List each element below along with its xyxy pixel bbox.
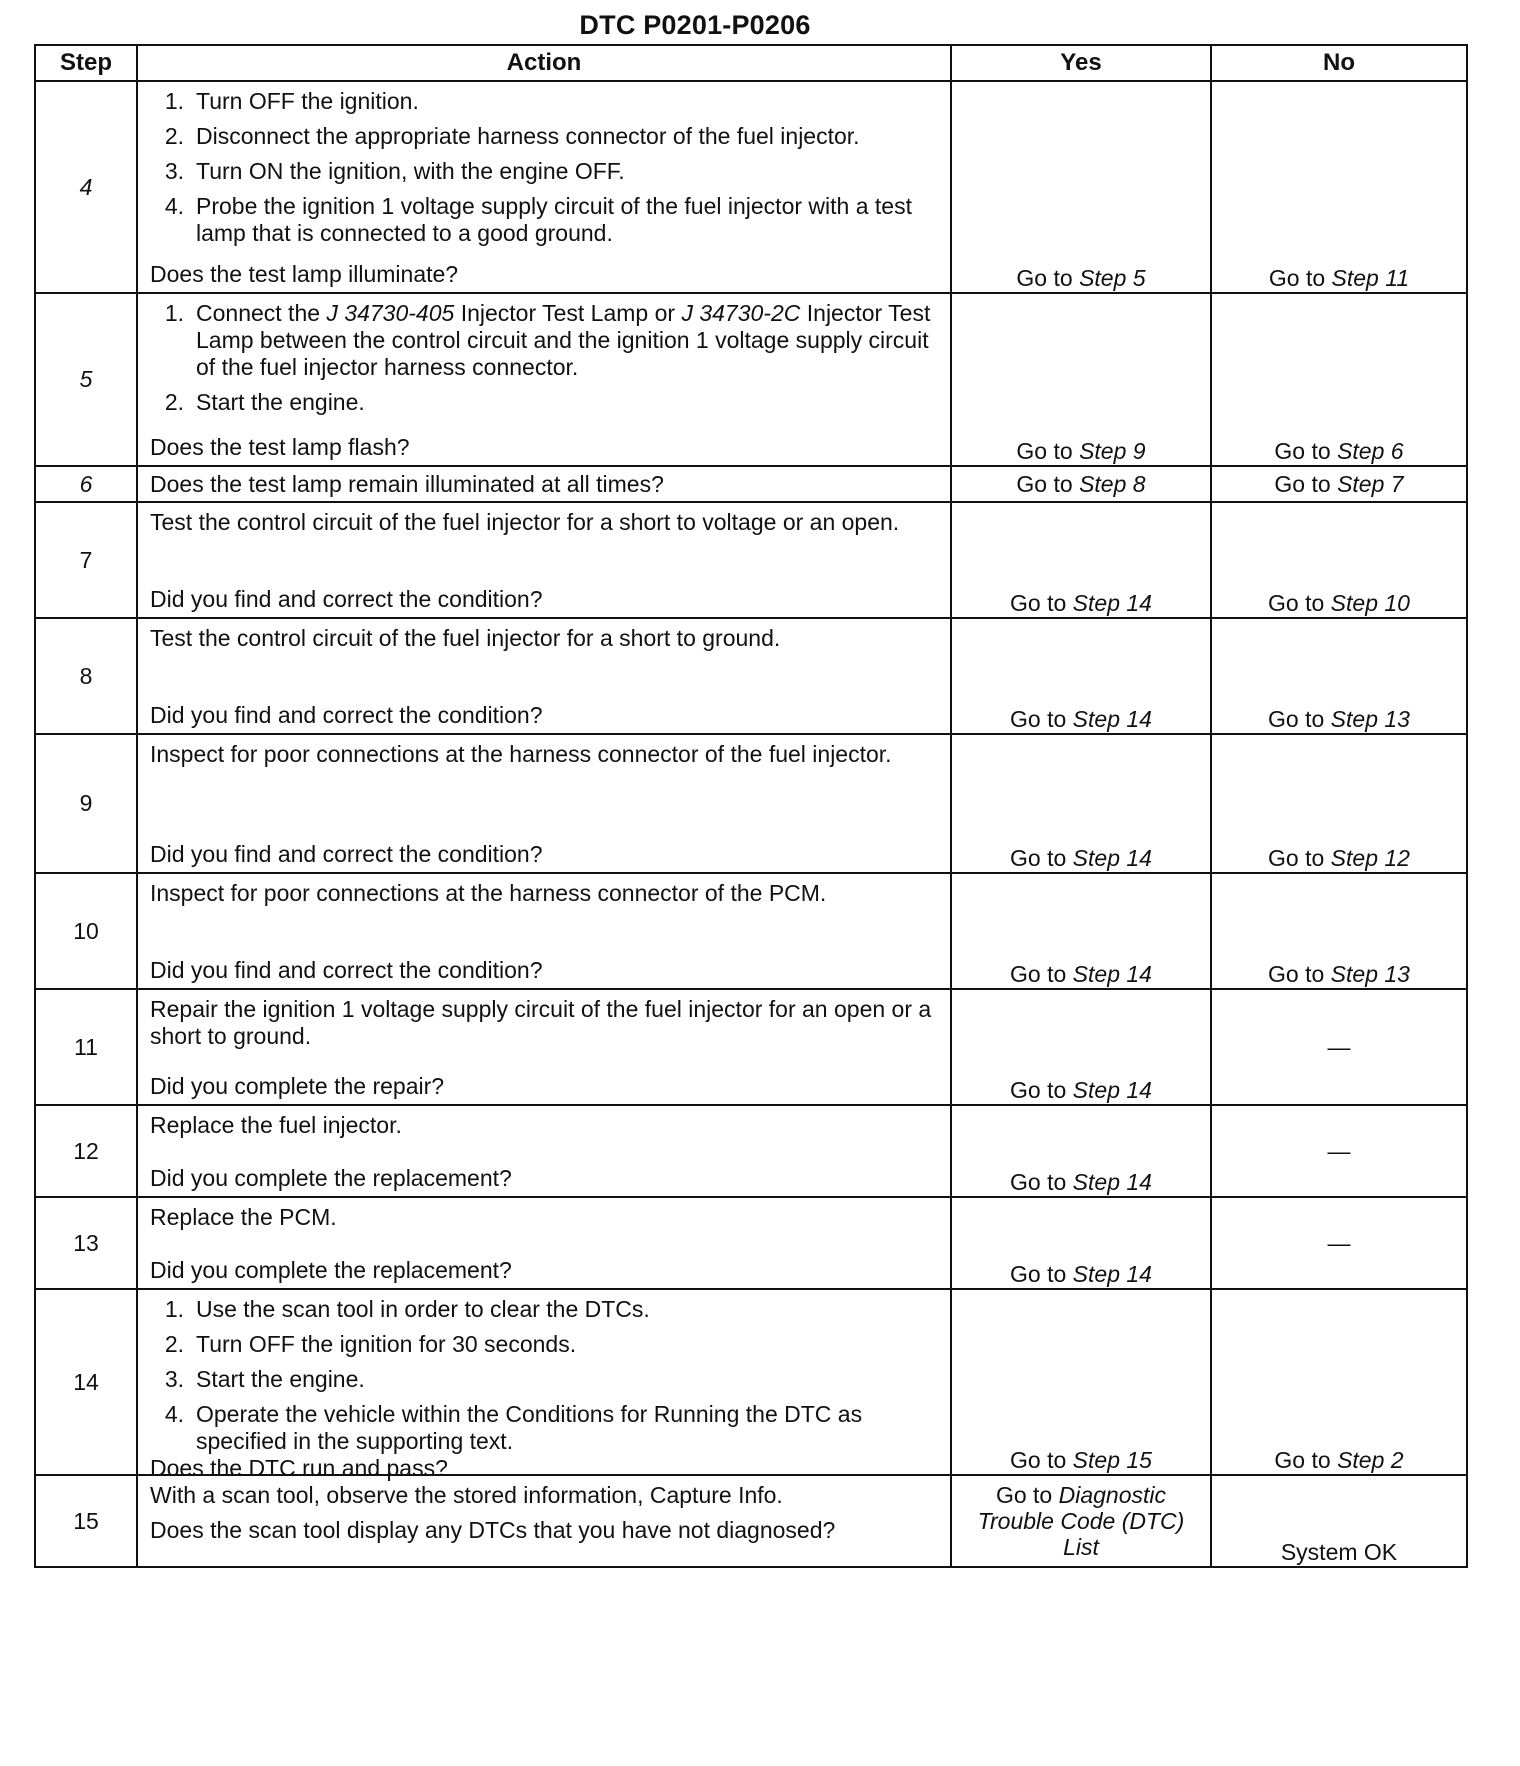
description: Test the control circuit of the fuel injector for a short to ground. xyxy=(150,625,781,651)
yes-cell xyxy=(951,1289,1211,1475)
yes-target: Step 14 xyxy=(1072,706,1152,732)
yes-target: Step 8 xyxy=(1079,470,1146,497)
no-cell: — xyxy=(1211,1197,1467,1289)
no-cell: — xyxy=(1211,1105,1467,1197)
list-item: 3. Start the engine. xyxy=(164,1366,365,1392)
no-cell xyxy=(1211,293,1467,466)
yes-cell xyxy=(951,1475,1211,1567)
yes-target: Step 5 xyxy=(1079,265,1146,291)
yes-target: Step 14 xyxy=(1072,1169,1152,1195)
action-cell xyxy=(137,873,951,989)
table-row xyxy=(35,81,1467,293)
list-item: 2. Turn OFF the ignition for 30 seconds. xyxy=(164,1331,577,1357)
go-to-label: Go to xyxy=(1268,845,1325,871)
go-to-label: Go to xyxy=(1268,590,1325,616)
yes-target: Step 14 xyxy=(1072,590,1152,616)
header-action: Action xyxy=(137,45,951,81)
list-item: 4. Probe the ignition 1 voltage supply circuit of the fuel injector with a test lamp that is connected to a good ground. xyxy=(164,193,912,246)
description: With a scan tool, observe the stored information, Capture Info. xyxy=(150,1482,783,1508)
go-to-label: Go to xyxy=(1016,470,1073,497)
go-to-label: Go to xyxy=(1268,961,1325,987)
list-item: 2. Start the engine. xyxy=(164,389,365,415)
step-number: 6 xyxy=(35,466,137,502)
yes-cell xyxy=(951,81,1211,293)
step-number: 15 xyxy=(35,1475,137,1567)
go-to-label: Go to xyxy=(1274,438,1331,464)
description: Repair the ignition 1 voltage supply circuit of the fuel injector for an open or a short to ground. xyxy=(150,996,932,1049)
no-cell xyxy=(1211,618,1467,734)
question: Did you find and correct the condition? xyxy=(150,957,543,983)
table-row xyxy=(35,293,1467,466)
yes-target: Step 14 xyxy=(1072,961,1152,987)
instruction-list xyxy=(150,1296,936,1455)
step-number: 7 xyxy=(35,502,137,618)
list-item: 1. Turn OFF the ignition. xyxy=(164,88,419,114)
table-row xyxy=(35,618,1467,734)
description: Inspect for poor connections at the harness connector of the PCM. xyxy=(150,880,827,906)
go-to-label: Go to xyxy=(1010,1169,1067,1195)
go-to-label: Go to xyxy=(1274,470,1331,497)
table-row xyxy=(35,1105,1467,1197)
table-row xyxy=(35,502,1467,618)
step-number: 12 xyxy=(35,1105,137,1197)
action-cell xyxy=(137,1289,951,1481)
table-row xyxy=(35,873,1467,989)
no-target: Step 2 xyxy=(1337,1447,1404,1473)
action-cell xyxy=(137,466,951,502)
table-row xyxy=(35,1197,1467,1289)
yes-target: Step 9 xyxy=(1079,438,1146,464)
no-cell xyxy=(1211,873,1467,989)
go-to-label: Go to xyxy=(1010,1077,1067,1103)
question: Does the test lamp illuminate? xyxy=(150,261,459,287)
action-cell xyxy=(137,1475,951,1567)
yes-cell xyxy=(951,502,1211,618)
header-yes: Yes xyxy=(951,45,1211,81)
question: Did you find and correct the condition? xyxy=(150,841,543,867)
yes-cell xyxy=(951,1197,1211,1289)
step-number: 10 xyxy=(35,873,137,989)
no-cell xyxy=(1211,466,1467,502)
action-cell xyxy=(137,1105,951,1197)
go-to-label: Go to xyxy=(1274,1447,1331,1473)
no-cell: System OK xyxy=(1211,1475,1467,1567)
step-number: 9 xyxy=(35,734,137,873)
go-to-label: Go to xyxy=(1010,1261,1067,1287)
question: Did you complete the replacement? xyxy=(150,1257,512,1283)
list-item: 1. Use the scan tool in order to clear the DTCs. xyxy=(164,1296,650,1322)
step-number: 14 xyxy=(35,1289,137,1475)
no-target: Step 13 xyxy=(1330,706,1410,732)
table-header-row xyxy=(35,45,1467,81)
table-row xyxy=(35,1475,1467,1567)
go-to-label: Go to xyxy=(1010,590,1067,616)
yes-target: List xyxy=(1063,1534,1099,1560)
no-cell xyxy=(1211,502,1467,618)
yes-cell xyxy=(951,293,1211,466)
instruction-list xyxy=(150,88,936,247)
list-item: 1. Connect the J 34730-405 Injector Test Lamp or J 34730-2C Injector Test Lamp between the control circuit and the ignition 1 voltage supply circuit of the fuel injector harness connector. xyxy=(164,300,931,380)
action-cell xyxy=(137,293,951,466)
yes-cell xyxy=(951,734,1211,873)
table-row xyxy=(35,1289,1467,1475)
dtc-table xyxy=(34,44,1468,1568)
description: Replace the fuel injector. xyxy=(150,1112,402,1138)
yes-target: Step 15 xyxy=(1072,1447,1152,1473)
no-target: Step 6 xyxy=(1337,438,1404,464)
go-to-label: Go to xyxy=(1010,961,1067,987)
no-target: Step 12 xyxy=(1330,845,1410,871)
action-cell xyxy=(137,81,951,293)
no-target: Step 7 xyxy=(1337,470,1404,497)
yes-cell xyxy=(951,466,1211,502)
no-cell xyxy=(1211,1289,1467,1475)
go-to-label: Go to xyxy=(1016,438,1073,464)
question: Did you find and correct the condition? xyxy=(150,702,543,728)
yes-cell xyxy=(951,618,1211,734)
yes-cell xyxy=(951,1105,1211,1197)
step-number: 4 xyxy=(35,81,137,293)
step-number: 13 xyxy=(35,1197,137,1289)
question: Does the scan tool display any DTCs that you have not diagnosed? xyxy=(150,1517,836,1543)
yes-cell xyxy=(951,989,1211,1105)
action-cell xyxy=(137,618,951,734)
table-row xyxy=(35,989,1467,1105)
question: Did you complete the replacement? xyxy=(150,1165,512,1191)
action-cell xyxy=(137,989,951,1105)
go-to-label: Go to xyxy=(995,1482,1053,1508)
question: Does the DTC run and pass? xyxy=(150,1455,448,1481)
tool-name: J 34730-2C xyxy=(681,300,801,326)
header-no: No xyxy=(1211,45,1467,81)
no-target: Step 10 xyxy=(1330,590,1410,616)
no-cell xyxy=(1211,81,1467,293)
yes-target: Step 14 xyxy=(1072,1261,1152,1287)
go-to-label: Go to xyxy=(1268,265,1326,291)
go-to-label: Go to xyxy=(1010,1447,1067,1473)
list-item: 2. Disconnect the appropriate harness connector of the fuel injector. xyxy=(164,123,860,149)
action-cell xyxy=(137,1197,951,1289)
description: Replace the PCM. xyxy=(150,1204,337,1230)
table-row xyxy=(35,734,1467,873)
step-number: 5 xyxy=(35,293,137,466)
yes-target: Trouble Code (DTC) xyxy=(977,1508,1185,1534)
question: Does the test lamp flash? xyxy=(150,434,410,460)
page-title: DTC P0201-P0206 xyxy=(579,10,811,40)
list-item: 4. Operate the vehicle within the Conditions for Running the DTC as specified in the supporting text. xyxy=(164,1401,863,1454)
go-to-label: Go to xyxy=(1010,706,1067,732)
yes-cell xyxy=(951,873,1211,989)
question: Does the test lamp remain illuminated at all times? xyxy=(150,470,664,497)
action-cell xyxy=(137,734,951,873)
no-cell: — xyxy=(1211,989,1467,1105)
question: Did you find and correct the condition? xyxy=(150,586,543,612)
step-number: 8 xyxy=(35,618,137,734)
yes-target: Diagnostic xyxy=(1058,1482,1167,1508)
no-target: Step 13 xyxy=(1330,961,1410,987)
go-to-label: Go to xyxy=(1016,265,1073,291)
step-number: 11 xyxy=(35,989,137,1105)
go-to-label: Go to xyxy=(1268,706,1325,732)
go-to-label: Go to xyxy=(1010,845,1067,871)
no-target: Step 11 xyxy=(1331,265,1410,291)
list-item: 3. Turn ON the ignition, with the engine OFF. xyxy=(164,158,625,184)
no-cell xyxy=(1211,734,1467,873)
yes-target: Step 14 xyxy=(1072,1077,1152,1103)
tool-name: J 34730-405 xyxy=(326,300,455,326)
table-row xyxy=(35,466,1467,502)
instruction-list xyxy=(150,300,936,416)
description: Inspect for poor connections at the harness connector of the fuel injector. xyxy=(150,741,892,767)
header-step: Step xyxy=(35,45,137,81)
action-cell xyxy=(137,502,951,618)
question: Did you complete the repair? xyxy=(150,1073,445,1099)
yes-target: Step 14 xyxy=(1072,845,1152,871)
description: Test the control circuit of the fuel injector for a short to voltage or an open. xyxy=(150,509,900,535)
